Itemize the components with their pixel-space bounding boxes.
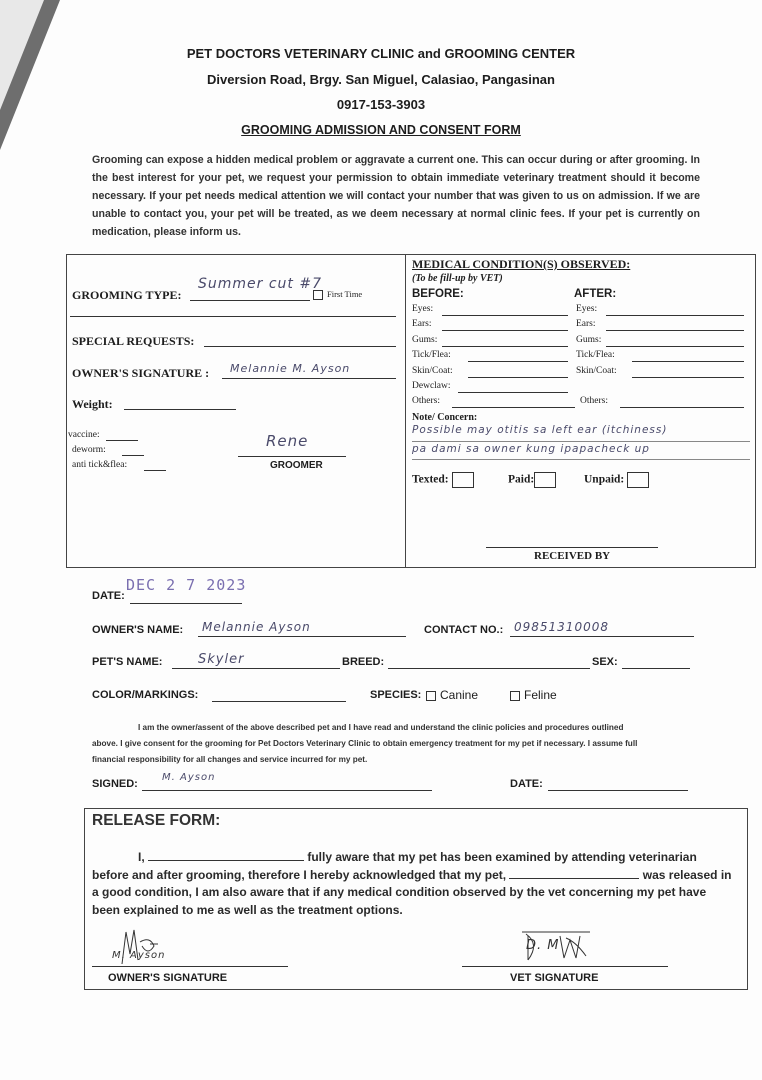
special-requests-label: SPECIAL REQUESTS:	[72, 334, 195, 348]
canine-checkbox[interactable]	[426, 691, 436, 701]
medical-after-line[interactable]	[606, 330, 744, 331]
paid-field	[508, 472, 556, 488]
groomer-line	[238, 456, 346, 457]
owner-name-value[interactable]: Melannie Ayson	[202, 620, 311, 634]
release-line-2-text: before and after grooming, therefore I hereby acknowledged that my pet,	[92, 867, 507, 882]
release-line-4: been explained to me as well as the treatment options.	[92, 902, 403, 917]
feline-label: Feline	[524, 688, 557, 702]
panel-divider	[405, 254, 406, 567]
texted-field	[412, 472, 474, 488]
release-line-2-end: was released in	[642, 867, 732, 882]
intro-paragraph: Grooming can expose a hidden medical problem or aggravate a current one. This can occur during or after grooming. In the best interest for your pet, we request your permission to obtain immediate veterinary treatment should it become necessary. If your pet needs medical attention we will contact your number that was given to us on admission. If we are unable to contact you, your pet will be treated, as we deem necessary at normal clinic fees. If your pet is currently on medication, please inform us.	[92, 154, 700, 238]
species-label: SPECIES:	[370, 689, 422, 701]
date-label: DATE:	[92, 590, 125, 602]
medical-after-label: Tick/Flea:	[576, 350, 615, 361]
weight-label: Weight:	[72, 397, 113, 411]
note-line-1[interactable]: Possible may otitis sa left ear (itchiness)	[412, 424, 668, 436]
medical-after-line[interactable]	[606, 315, 744, 316]
after-label: AFTER:	[574, 288, 617, 300]
consent-line-1: I am the owner/assent of the above described pet and I have read and understand the clinic policies and procedures outlined	[138, 723, 624, 732]
texted-label: Texted:	[412, 473, 449, 486]
consent-line-2: above. I give consent for the grooming for Pet Doctors Veterinary Clinic to obtain emergency treatment for my pet if necessary. I assume full	[92, 739, 638, 748]
release-owner-signature-line	[92, 966, 288, 967]
before-label: BEFORE:	[412, 288, 464, 300]
note-underline-2	[412, 459, 750, 460]
medical-before-line[interactable]	[442, 330, 568, 331]
medical-before-line[interactable]	[458, 392, 568, 393]
release-pet-name-line[interactable]	[509, 868, 639, 879]
medical-before-line[interactable]	[468, 361, 568, 362]
canine-option[interactable]	[426, 688, 478, 702]
breed-label: BREED:	[342, 656, 385, 668]
vaccine-line[interactable]	[106, 440, 138, 441]
medical-after-label: Ears:	[576, 319, 596, 330]
owner-signature-value[interactable]: Melannie M. Ayson	[230, 362, 351, 375]
sex-label: SEX:	[592, 656, 618, 668]
grooming-extra-line	[70, 316, 396, 317]
owner-signature-scribble	[100, 924, 180, 970]
vet-signature-value[interactable]: D. M	[526, 938, 560, 953]
paid-label: Paid:	[508, 473, 535, 486]
medical-after-label: Gums:	[576, 334, 602, 345]
color-label: COLOR/MARKINGS:	[92, 689, 199, 701]
medical-before-label: Ears:	[412, 319, 432, 330]
unpaid-field	[584, 472, 649, 488]
note-label: Note/ Concern:	[412, 412, 478, 423]
clinic-name: PET DOCTORS VETERINARY CLINIC and GROOMING CENTER	[186, 46, 576, 61]
release-line-3: a good condition, I am also aware that if any medical condition observed by the vet concerning my pet have	[92, 885, 707, 899]
clinic-address: Diversion Road, Brgy. San Miguel, Calasiao, Pangasinan	[207, 72, 555, 87]
owner-signature-line	[222, 378, 396, 379]
contact-value[interactable]: 09851310008	[514, 620, 609, 634]
feline-checkbox[interactable]	[510, 691, 520, 701]
medical-after-label: Skin/Coat:	[576, 365, 617, 376]
medical-before-label: Tick/Flea:	[412, 350, 451, 361]
date-stamp: DEC 2 7 2023	[126, 576, 247, 594]
pet-name-line	[172, 668, 340, 669]
medical-after-line[interactable]	[606, 346, 744, 347]
medical-subtitle: (To be fill-up by VET)	[412, 273, 503, 284]
release-i: I,	[138, 850, 145, 864]
contact-label: CONTACT NO.:	[424, 624, 504, 636]
unpaid-checkbox[interactable]	[627, 472, 649, 488]
pet-name-value[interactable]: Skyler	[198, 652, 245, 667]
first-time-checkbox[interactable]	[313, 290, 323, 300]
medical-before-label: Eyes:	[412, 304, 434, 314]
owner-signature-label: OWNER'S SIGNATURE :	[72, 366, 210, 380]
first-time-option[interactable]	[313, 289, 362, 300]
medical-after-line[interactable]	[632, 377, 744, 378]
consent-date-line[interactable]	[548, 790, 688, 791]
special-requests-line[interactable]	[204, 346, 396, 347]
consent-date-label: DATE:	[510, 778, 543, 790]
release-line-1	[92, 849, 742, 867]
release-paragraph	[92, 849, 742, 919]
vet-signature-label: VET SIGNATURE	[510, 972, 599, 984]
medical-after-line[interactable]	[620, 407, 744, 408]
signed-label: SIGNED:	[92, 778, 138, 790]
anti-tick-label: anti tick&flea:	[72, 460, 128, 470]
pet-name-label: PET'S NAME:	[92, 656, 163, 668]
medical-before-label: Dewclaw:	[412, 381, 451, 391]
anti-tick-line[interactable]	[144, 470, 166, 471]
first-time-label: First Time	[327, 289, 363, 299]
medical-before-line[interactable]	[468, 377, 568, 378]
medical-after-label: Others:	[580, 396, 608, 407]
medical-before-line[interactable]	[452, 407, 575, 408]
received-by-line	[486, 547, 658, 548]
release-owner-signature-label: OWNER'S SIGNATURE	[108, 972, 228, 984]
deworm-label: deworm:	[72, 445, 106, 455]
note-line-2[interactable]: pa dami sa owner kung ipapacheck up	[412, 443, 650, 455]
medical-before-line[interactable]	[442, 315, 568, 316]
deworm-line[interactable]	[122, 455, 144, 456]
groomer-label: GROOMER	[270, 460, 323, 471]
weight-line[interactable]	[124, 409, 236, 410]
owner-name-label: OWNER'S NAME:	[92, 624, 184, 636]
canine-label: Canine	[440, 688, 479, 702]
medical-after-label: Eyes:	[576, 304, 598, 314]
form-title: GROOMING ADMISSION AND CONSENT FORM	[241, 123, 521, 137]
grooming-type-label: GROOMING TYPE:	[72, 288, 182, 302]
breed-line[interactable]	[388, 668, 590, 669]
groomer-name[interactable]: Rene	[266, 432, 309, 450]
medical-before-label: Others:	[412, 396, 440, 407]
medical-before-label: Skin/Coat:	[412, 365, 453, 376]
contact-line	[510, 636, 694, 637]
unpaid-label: Unpaid:	[584, 473, 625, 486]
release-title: RELEASE FORM:	[92, 812, 221, 829]
release-owner-name-line[interactable]	[148, 850, 304, 861]
medical-before-label: Gums:	[412, 334, 438, 345]
paid-checkbox[interactable]	[534, 472, 556, 488]
received-by-label: RECEIVED BY	[534, 550, 611, 562]
release-owner-signature-value[interactable]: M. Ayson	[112, 950, 166, 961]
vaccine-label: vaccine:	[68, 430, 100, 440]
medical-before-line[interactable]	[442, 346, 568, 347]
consent-text	[92, 720, 702, 768]
grooming-type-line	[190, 300, 310, 301]
clinic-phone: 0917-153-3903	[336, 97, 426, 112]
signed-value[interactable]: M. Ayson	[162, 772, 216, 783]
release-line-2	[92, 867, 742, 885]
owner-name-line	[198, 636, 406, 637]
note-underline-1	[412, 441, 750, 442]
feline-option[interactable]	[510, 688, 557, 702]
color-line[interactable]	[212, 701, 346, 702]
sex-line[interactable]	[622, 668, 690, 669]
release-line-1-text: fully aware that my pet has been examined by attending veterinarian	[307, 850, 697, 864]
medical-after-line[interactable]	[632, 361, 744, 362]
consent-line-3: financial responsibility for all changes and service incurred for my pet.	[92, 755, 368, 764]
medical-title: MEDICAL CONDITION(S) OBSERVED:	[412, 257, 631, 271]
texted-checkbox[interactable]	[452, 472, 474, 488]
grooming-type-value[interactable]: Summer cut #7	[198, 276, 323, 292]
signed-line	[142, 790, 432, 791]
vet-signature-line	[462, 966, 668, 967]
date-line[interactable]	[130, 603, 242, 604]
